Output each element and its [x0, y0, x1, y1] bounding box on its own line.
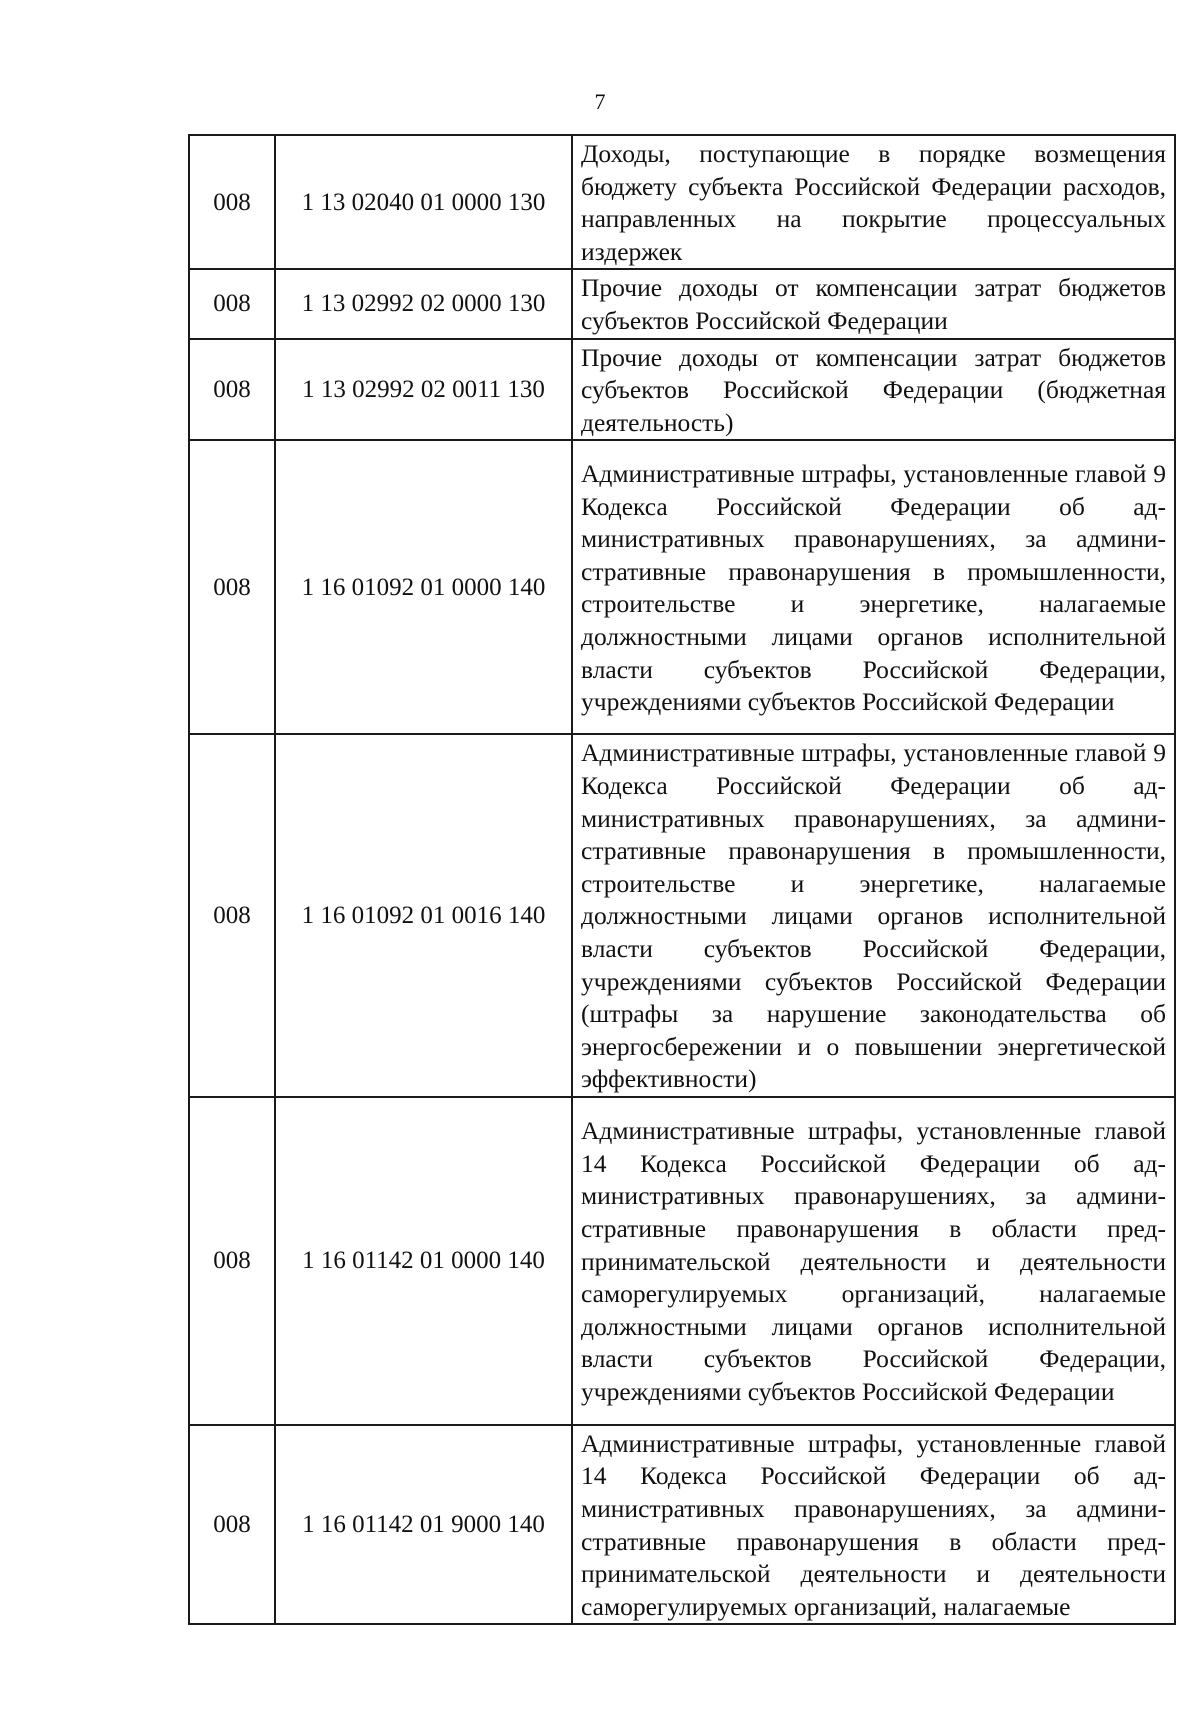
budget-codes-table: [188, 134, 1176, 1625]
classification-code-cell: 1 13 02992 02 0011 130: [275, 339, 572, 441]
classification-code-cell: 1 13 02040 01 0000 130: [275, 135, 572, 269]
admin-code-cell: 008: [189, 339, 275, 441]
description-cell: Прочие доходы от компенсации затрат бюджетов субъектов Российской Федерации (бюджетная деятельность): [572, 339, 1175, 441]
admin-code-cell: 008: [189, 1097, 275, 1425]
classification-code-cell: 1 16 01142 01 9000 140: [275, 1425, 572, 1625]
table-row: [189, 440, 1175, 734]
table-row: [189, 1425, 1175, 1625]
description-cell: Административные штрафы, установленные главой 14 Кодекса Российской Федерации об административных правонарушениях, за административные правонарушения в области предпринимательской деятельности и деятельности саморегулируемых организаций, налагаемые: [572, 1425, 1175, 1625]
admin-code-cell: 008: [189, 440, 275, 734]
page-number: 7: [594, 89, 606, 114]
admin-code-cell: 008: [189, 1425, 275, 1625]
classification-code-cell: 1 13 02992 02 0000 130: [275, 269, 572, 338]
table-row: [189, 1097, 1175, 1425]
description-cell: Административные штрафы, установленные главой 14 Кодекса Российской Федерации об административных правонарушениях, за административные правонарушения в области предпринимательской деятельности и деятельности саморегулируемых организаций, налагаемые должностными лицами органов исполнительной власти субъектов Российской Федерации, учреждениями субъектов Российской Федерации: [572, 1097, 1175, 1425]
admin-code-cell: 008: [189, 269, 275, 338]
classification-code-cell: 1 16 01092 01 0016 140: [275, 734, 572, 1097]
description-cell: Административные штрафы, установленные главой 9 Кодекса Российской Федерации об административных правонарушениях, за административные правонарушения в промышленности, строительстве и энергетике, налагаемые должностными лицами органов исполнительной власти субъектов Российской Федерации, учреждениями субъектов Российской Федерации (штрафы за нарушение законодательства об энергосбережении и о повышении энергетической эффективности): [572, 734, 1175, 1097]
table-row: [189, 339, 1175, 441]
admin-code-cell: 008: [189, 135, 275, 269]
classification-code-cell: 1 16 01092 01 0000 140: [275, 440, 572, 734]
admin-code-cell: 008: [189, 734, 275, 1097]
table-row: [189, 734, 1175, 1097]
description-cell: Доходы, поступающие в порядке возмещения бюджету субъекта Российской Федерации расходов, направленных на покрытие процессуальных издержек: [572, 135, 1175, 269]
classification-code-cell: 1 16 01142 01 0000 140: [275, 1097, 572, 1425]
table-row: [189, 269, 1175, 338]
table-row: [189, 135, 1175, 269]
description-cell: Административные штрафы, установленные главой 9 Кодекса Российской Федерации об административных правонарушениях, за административные правонарушения в промышленности, строительстве и энергетике, налагаемые должностными лицами органов исполнительной власти субъектов Российской Федерации, учреждениями субъектов Российской Федерации: [572, 440, 1175, 734]
description-cell: Прочие доходы от компенсации затрат бюджетов субъектов Российской Федерации: [572, 269, 1175, 338]
